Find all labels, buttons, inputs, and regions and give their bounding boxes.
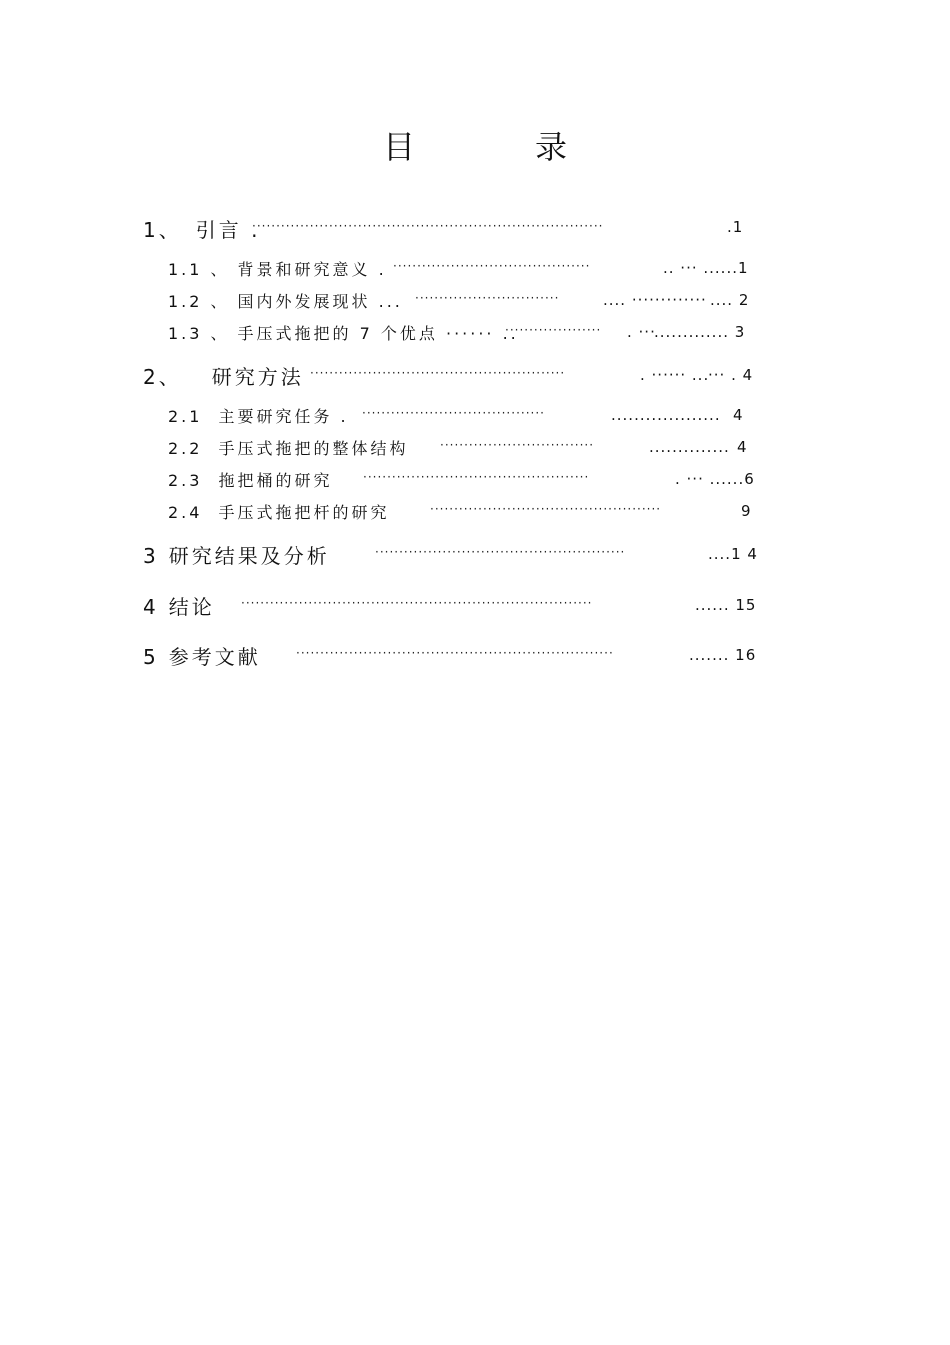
toc-leader-dots: ········································································· [241,596,593,610]
toc-leader-dots-extra: ................... [611,406,721,424]
toc-entry-label: 参考文献 [168,645,261,669]
toc-leader-dots: ··············································· [363,470,590,484]
toc-title [0,122,950,168]
toc-leader-dots-extra: .............. [649,438,730,456]
toc-page-number: .1 [727,218,744,236]
toc-entry-label: 结论 [168,595,215,619]
toc-page-number: ....... 16 [689,646,757,664]
toc-entry-3[interactable] [143,540,330,569]
toc-entry-5[interactable] [143,641,261,670]
toc-page-number: ...... 15 [695,596,757,614]
toc-entry-number: 1.3 [168,324,203,343]
toc-entry-label: 主要研究任务 . [218,407,349,426]
toc-entry-1[interactable] [143,214,260,243]
toc-entry-label: 手压式拖把的整体结构 [218,439,409,458]
toc-entry-number: 5 [143,645,159,669]
toc-leader-dots: ···················· [505,323,602,337]
toc-entry-number: 1.2 [168,292,203,311]
toc-entry-label: 、 手压式拖把的 7 个优点 ······ .. [210,324,519,343]
toc-leader-dots: ······························ [415,291,560,305]
toc-entry-1-1[interactable] [168,257,387,280]
toc-page-number: 4 [733,406,744,424]
toc-entry-label: 研究结果及分析 [168,544,330,568]
toc-entry-number: 1.1 [168,260,203,279]
toc-entry-number: 2.4 [168,503,203,522]
toc-entry-2[interactable] [143,361,304,390]
toc-entry-number: 2.3 [168,471,203,490]
toc-page-number: ··· . 4 [708,366,754,384]
toc-entry-4[interactable] [143,591,215,620]
toc-leader-dots: ······································ [362,406,545,420]
toc-entry-label: 拖把桶的研究 [218,471,333,490]
toc-entry-number: 2、 [143,365,182,389]
toc-entry-2-1[interactable] [168,404,349,427]
toc-page-number: . ··· ......6 [675,470,755,488]
toc-entry-1-2[interactable] [168,289,403,312]
toc-entry-1-3[interactable] [168,321,519,344]
toc-entry-number: 3 [143,544,159,568]
toc-entry-number: 2.1 [168,407,203,426]
toc-entry-label: 研究方法 [211,365,304,389]
toc-page-number: .... 2 [710,291,750,309]
toc-entry-label: 、 背景和研究意义 . [210,260,387,279]
toc-page-number: 4 [737,438,748,456]
toc-leader-dots: ····················································· [310,366,566,380]
toc-leader-dots-extra: .... ············· [603,291,707,309]
toc-page-number: ............. 3 [654,323,746,341]
toc-leader-dots-extra: . ··· [627,323,656,341]
toc-entry-number: 4 [143,595,159,619]
toc-entry-number: 2.2 [168,439,203,458]
toc-entry-2-4[interactable] [168,500,389,523]
toc-leader-dots-extra: . ······ ... [640,366,710,384]
toc-title-char-1: 目 [382,128,415,166]
toc-page-number: .. ··· ......1 [663,259,749,277]
toc-entry-number: 1、 [143,218,182,242]
toc-leader-dots: ················································ [430,502,662,516]
toc-leader-dots: ································ [440,438,595,452]
toc-page-number: 9 [741,502,752,520]
toc-leader-dots: ········································· [393,259,591,273]
toc-page-number: ....1 4 [708,545,758,563]
toc-entry-2-3[interactable] [168,468,332,491]
toc-leader-dots: ·································································· [296,646,614,660]
toc-entry-2-2[interactable] [168,436,408,459]
toc-leader-dots: ···················································· [375,545,626,559]
toc-leader-dots: ········································································· [252,219,604,233]
toc-entry-label: 、 国内外发展现状 ... [210,292,403,311]
toc-entry-label: 引言 . [195,218,261,242]
toc-title-char-2: 录 [535,128,568,166]
toc-entry-label: 手压式拖把杆的研究 [218,503,390,522]
